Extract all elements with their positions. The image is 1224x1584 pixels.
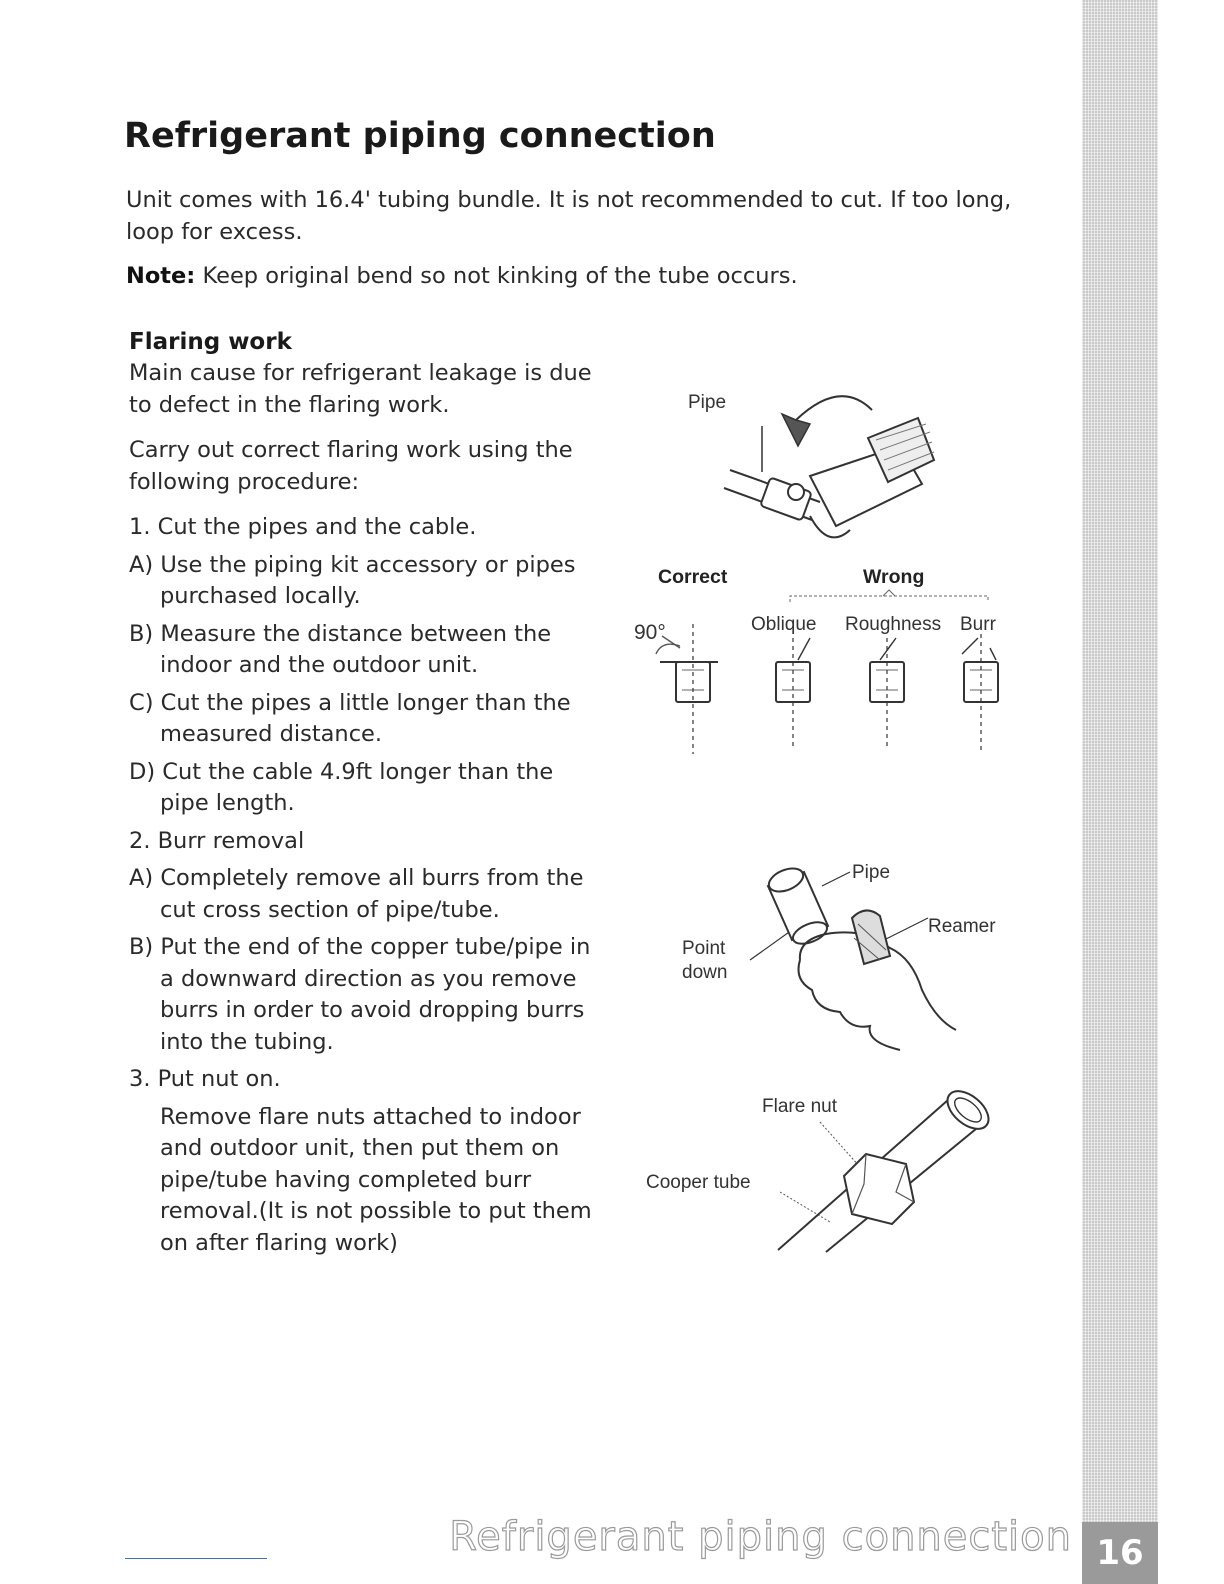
- flare-cut-comparison-illustration: [640, 590, 1020, 760]
- note-text: Keep original bend so not kinking of the tube occurs.: [195, 263, 798, 289]
- flare-nut-illustration: [760, 1080, 1000, 1260]
- burr-label: Burr: [960, 614, 996, 635]
- cutter-pipe-label: Pipe: [688, 392, 727, 413]
- copper-tube-label: Cooper tube: [646, 1172, 751, 1193]
- pipe-cutter-illustration: [700, 380, 960, 560]
- flaring-work-section: [129, 326, 599, 1259]
- step-2-a: A) Completely remove all burrs from the cut cross section of pipe/tube.: [129, 865, 584, 923]
- footer-rule: [125, 1558, 267, 1559]
- wrong-label: Wrong: [863, 566, 925, 588]
- step-1-c: C) Cut the pipes a little longer than the measured distance.: [129, 689, 571, 747]
- step-1: 1. Cut the pipes and the cable.: [129, 514, 477, 540]
- point-down-line2: down: [682, 962, 728, 983]
- side-tab-strip: [1082, 0, 1158, 1584]
- flaring-heading: Flaring work: [129, 329, 292, 355]
- reamer-label: Reamer: [928, 916, 996, 937]
- page-title: Refrigerant piping connection: [124, 116, 716, 156]
- page-number: 16: [1082, 1522, 1158, 1584]
- step-3: 3. Put nut on.: [129, 1066, 281, 1092]
- intro-paragraph: Unit comes with 16.4' tubing bundle. It is not recommended to cut. If too long, loop for excess.: [126, 187, 1012, 245]
- note-paragraph: [126, 260, 798, 292]
- step-3-text: Remove flare nuts attached to indoor and outdoor unit, then put them on pipe/tube having completed burr removal.(It is not possible to put them on after flaring work): [160, 1103, 592, 1256]
- flare-nut-label: Flare nut: [762, 1096, 837, 1117]
- footer-section-title: Refrigerant piping connection: [449, 1514, 1072, 1560]
- step-1-b: B) Measure the distance between the indoor and the outdoor unit.: [129, 620, 552, 678]
- correct-label: Correct: [658, 566, 728, 588]
- step-1-d: D) Cut the cable 4.9ft longer than the pipe length.: [129, 758, 554, 816]
- reamer-pipe-label: Pipe: [852, 862, 891, 883]
- flaring-paragraph-2: Carry out correct flaring work using the following procedure:: [129, 437, 573, 495]
- step-2: 2. Burr removal: [129, 827, 305, 854]
- roughness-label: Roughness: [845, 614, 942, 635]
- note-label: Note:: [126, 263, 196, 289]
- reamer-illustration: [740, 860, 980, 1060]
- step-1-a: A) Use the piping kit accessory or pipes purchased locally.: [129, 551, 576, 609]
- angle-label: 90°: [634, 621, 666, 644]
- oblique-label: Oblique: [751, 614, 817, 635]
- step-2-b: B) Put the end of the copper tube/pipe in a downward direction as you remove burrs in order to avoid dropping burrs into the tubing.: [129, 934, 591, 1055]
- flaring-paragraph-1: Main cause for refrigerant leakage is due to defect in the flaring work.: [129, 360, 592, 418]
- point-down-line1: Point: [682, 938, 726, 959]
